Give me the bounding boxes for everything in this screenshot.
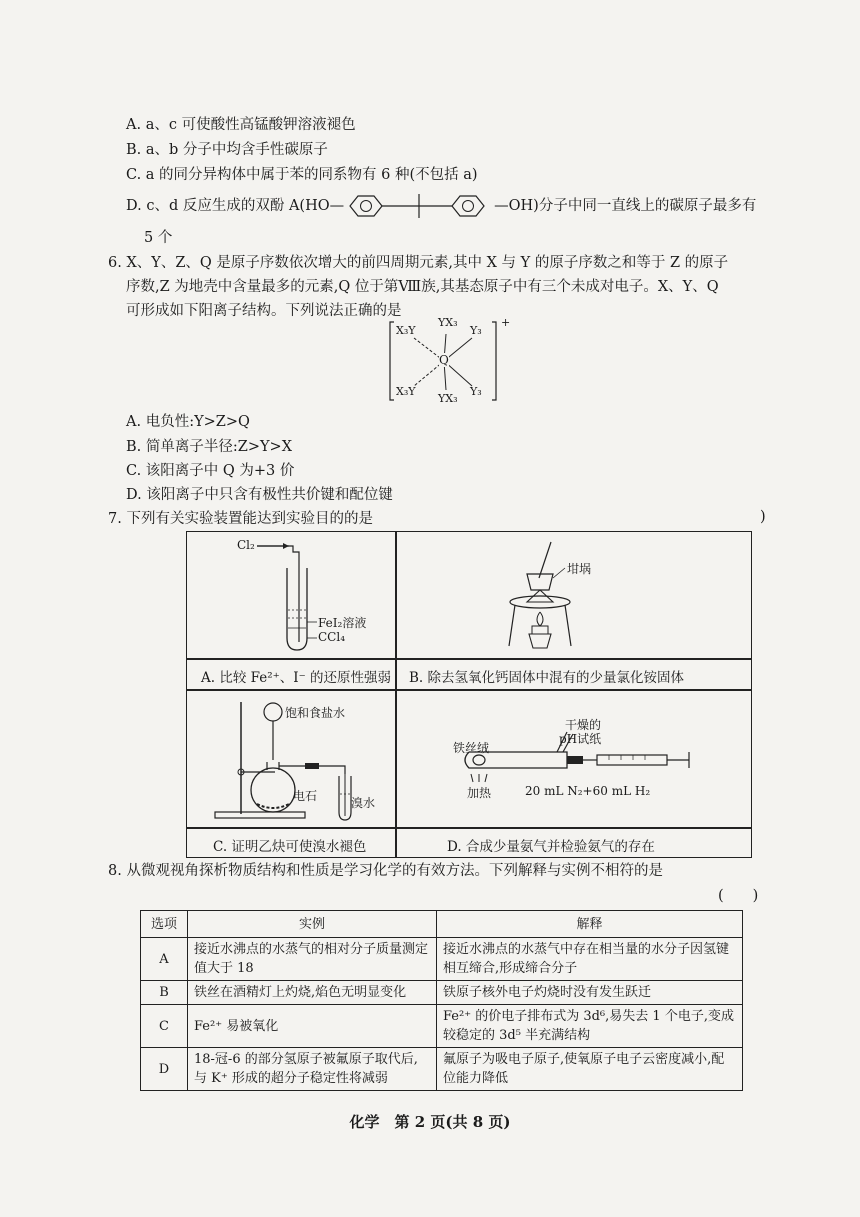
table-header-row <box>141 911 743 938</box>
q5-option-c: C. a 的同分异构体中属于苯的同系物有 6 种(不包括 a) <box>126 167 478 183</box>
q8-answer-paren: ( ) <box>718 888 759 904</box>
q5-option-d-end: 5 个 <box>144 230 173 246</box>
table-row <box>141 1005 743 1048</box>
panel-b-crucible-label: 坩埚 <box>567 562 592 576</box>
ion-ligand-bottom-left: X₃Y <box>396 385 416 398</box>
row-key: C <box>141 1005 188 1048</box>
ion-ligand-top-left: X₃Y <box>396 324 416 337</box>
row-example: 接近水沸点的水蒸气的相对分子质量测定值大于 18 <box>188 938 437 981</box>
panel-c-brine-label: 饱和食盐水 <box>285 706 346 720</box>
row-explanation: Fe²⁺ 的价电子排布式为 3d⁶,易失去 1 个电子,变成较稳定的 3d⁵ 半充满结构 <box>437 1005 743 1048</box>
table-row <box>141 981 743 1005</box>
q8-table <box>140 910 743 1091</box>
q5-option-a: A. a、c 可使酸性高锰酸钾溶液褪色 <box>126 117 356 133</box>
bisphenol-ho: HO— <box>305 198 345 214</box>
row-example: 18-冠-6 的部分氢原子被氟原子取代后,与 K⁺ 形成的超分子稳定性将减弱 <box>188 1048 437 1091</box>
q6-stem-line-3: 可形成如下阳离子结构。下列说法正确的是 <box>126 303 402 319</box>
q6-stem-line-2: 序数,Z 为地壳中含量最多的元素,Q 位于第Ⅷ族,其基态原子中有三个未成对电子。X、Y、Q <box>126 279 719 295</box>
panel-d-dry-label: 干燥的 <box>565 718 602 732</box>
page-footer: 化学 第 2 页(共 8 页) <box>349 1113 511 1131</box>
q6-option-b: B. 简单离子半径:Z>Y>X <box>126 439 293 455</box>
row-key: D <box>141 1048 188 1091</box>
row-explanation: 接近水沸点的水蒸气中存在相当量的水分子因氢键相互缔合,形成缔合分子 <box>437 938 743 981</box>
q6-option-d: D. 该阳离子中只含有极性共价键和配位键 <box>126 487 393 503</box>
bisphenol-a-structure <box>344 193 494 219</box>
panel-a-caption: A. 比较 Fe²⁺、I⁻ 的还原性强弱 <box>201 670 392 686</box>
ion-ligand-top: YX₃ <box>438 316 458 329</box>
experiment-grid <box>186 531 752 858</box>
header-option: 选项 <box>141 911 188 938</box>
row-explanation: 氟原子为吸电子原子,使氧原子电子云密度减小,配位能力降低 <box>437 1048 743 1091</box>
row-key: B <box>141 981 188 1005</box>
q6-stem-line-1: 6. X、Y、Z、Q 是原子序数依次增大的前四周期元素,其中 X 与 Y 的原子序数之和等于 Z 的原子 <box>108 255 729 271</box>
ion-ligand-top-right: Y₃ <box>470 324 482 337</box>
panel-b-caption: B. 除去氢氧化钙固体中混有的少量氯化铵固体 <box>409 670 685 686</box>
table-row <box>141 1048 743 1091</box>
panel-a-ccl4-label: CCl₄ <box>318 630 346 644</box>
ion-center-q: Q <box>439 353 449 367</box>
panel-c-bromine-label: 溴水 <box>351 796 376 810</box>
cation-structure <box>388 316 512 406</box>
row-example: Fe²⁺ 易被氧化 <box>188 1005 437 1048</box>
q7-stem: 7. 下列有关实验装置能达到实验目的的是 <box>108 511 373 527</box>
ion-charge: + <box>501 316 511 329</box>
panel-a-cl2-label: Cl₂ <box>237 538 255 552</box>
panel-a-fei2-label: FeI₂溶液 <box>318 616 367 630</box>
panel-d-heat-label: 加热 <box>467 786 492 800</box>
panel-c-caption: C. 证明乙炔可使溴水褪色 <box>213 839 367 855</box>
q6-option-a: A. 电负性:Y>Z>Q <box>126 414 250 430</box>
panel-d-iron-wool-label: 铁丝绒 <box>453 741 490 755</box>
panel-c-carbide-label: 电石 <box>293 789 318 803</box>
q8-stem: 8. 从微观视角探析物质结构和性质是学习化学的有效方法。下列解释与实例不相符的是 <box>108 863 663 879</box>
q6-option-c: C. 该阳离子中 Q 为+3 价 <box>126 463 295 479</box>
panel-d-caption: D. 合成少量氨气并检验氨气的存在 <box>447 839 655 855</box>
row-example: 铁丝在酒精灯上灼烧,焰色无明显变化 <box>188 981 437 1005</box>
row-explanation: 铁原子核外电子灼烧时没有发生跃迁 <box>437 981 743 1005</box>
q5-option-d-suffix: )分子中同一直线上的碳原子最多有 <box>533 198 757 214</box>
ion-ligand-bottom: YX₃ <box>438 392 458 405</box>
panel-d-ph-paper-label: pH试纸 <box>559 732 602 746</box>
panel-b-apparatus <box>487 538 607 654</box>
header-explanation: 解释 <box>437 911 743 938</box>
bisphenol-oh: —OH <box>494 198 534 214</box>
q5-option-d <box>126 193 756 219</box>
ion-ligand-bottom-right: Y₃ <box>470 385 482 398</box>
panel-d-gas-label: 20 mL N₂+60 mL H₂ <box>525 784 651 798</box>
table-row <box>141 938 743 981</box>
header-example: 实例 <box>188 911 437 938</box>
row-key: A <box>141 938 188 981</box>
q5-option-b: B. a、b 分子中均含手性碳原子 <box>126 142 328 158</box>
q7-answer-paren: ) <box>760 509 766 525</box>
q5-option-d-prefix: D. c、d 反应生成的双酚 A( <box>126 198 306 214</box>
